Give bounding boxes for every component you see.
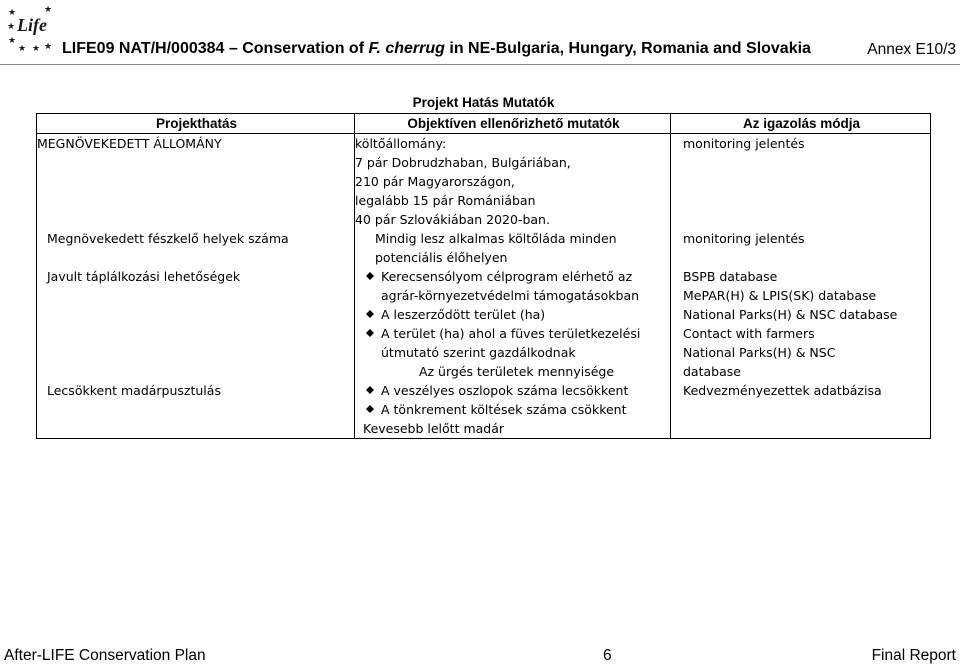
indicator-line: potenciális élőhelyen — [375, 250, 508, 265]
verification-cell — [671, 134, 931, 230]
document-header-title — [62, 40, 811, 58]
svg-text:★: ★ — [44, 5, 53, 15]
life-logo — [4, 2, 56, 52]
bullet-diamond-icon — [366, 386, 374, 394]
bullet-item — [363, 400, 670, 419]
column-header-impact: Projekthatás — [37, 114, 355, 134]
bullet-diamond-icon — [366, 329, 374, 337]
indicator-line: A leszerződött terület (ha) — [381, 307, 546, 322]
bullet-diamond-icon — [366, 272, 374, 280]
impact-cell — [37, 134, 355, 230]
indicator-line: agrár-környezetvédelmi támogatásokban — [381, 288, 640, 303]
annex-label: Annex E10/3 — [867, 41, 956, 58]
table-row — [37, 381, 931, 439]
verification-line: National Parks(H) & NSC — [683, 345, 836, 360]
indicator-line: útmutató szerint gazdálkodnak — [381, 345, 576, 360]
indicator-line: A terület (ha) ahol a füves területkezelési — [381, 326, 641, 341]
bullet-diamond-icon — [366, 310, 374, 318]
column-header-verification: Az igazolás módja — [671, 114, 931, 134]
column-header-indicators: Objektíven ellenőrizhető mutatók — [355, 114, 671, 134]
verification-line: Contact with farmers — [683, 326, 815, 341]
indicator-line: 40 pár Szlovákiában 2020-ban. — [355, 212, 550, 227]
impact-text: Megnövekedett fészkelő helyek száma — [47, 231, 289, 246]
header-title-suffix: in NE-Bulgaria, Hungary, Romania and Slovakia — [444, 40, 811, 57]
verification-line: monitoring jelentés — [683, 136, 805, 151]
indicator-line: legalább 15 pár Romániában — [355, 193, 536, 208]
verification-line: MePAR(H) & LPIS(SK) database — [683, 288, 877, 303]
table-row — [37, 134, 931, 230]
indicator-line: A tönkrement költések száma csökkent — [381, 402, 627, 417]
verification-cell — [671, 267, 931, 381]
header-title-prefix: LIFE09 NAT/H/000384 – Conservation of — [62, 40, 369, 57]
svg-text:★: ★ — [18, 44, 27, 52]
svg-text:★: ★ — [8, 36, 17, 46]
indicators-cell — [355, 267, 671, 381]
table-header-row — [37, 114, 931, 134]
table-row — [37, 267, 931, 381]
verification-line: National Parks(H) & NSC database — [683, 307, 898, 322]
indicator-line: Kevesebb lelőtt madár — [363, 421, 505, 436]
svg-text:★: ★ — [8, 8, 17, 18]
svg-text:★: ★ — [7, 22, 16, 32]
svg-text:★: ★ — [44, 42, 53, 52]
bullet-diamond-icon — [366, 405, 374, 413]
bullet-item — [363, 305, 670, 324]
verification-line: Kedvezményezettek adatbázisa — [683, 383, 882, 398]
indicator-line: 7 pár Dobrudzhaban, Bulgáriában, — [355, 155, 571, 170]
bullet-item — [363, 267, 670, 286]
indicator-line: Kerecsensólyom célprogram elérhető az — [381, 269, 633, 284]
impact-indicators-table — [36, 92, 931, 439]
page-number: 6 — [603, 647, 612, 664]
indicators-cell — [355, 134, 671, 230]
bullet-item — [363, 324, 670, 343]
indicator-line: Mindig lesz alkalmas költőláda minden — [375, 231, 617, 246]
indicators-cell — [355, 381, 671, 439]
verification-cell — [671, 229, 931, 267]
svg-text:★: ★ — [32, 44, 41, 52]
impact-cell — [37, 267, 355, 381]
indicator-line: Az ürgés területek mennyisége — [418, 364, 615, 379]
footer-left: After-LIFE Conservation Plan — [4, 647, 206, 664]
indicator-line: költőállomány: — [355, 136, 447, 151]
impact-cell — [37, 381, 355, 439]
bullet-item — [363, 381, 670, 400]
verification-line: database — [683, 364, 741, 379]
footer-right: Final Report — [871, 647, 956, 664]
indicator-line: A veszélyes oszlopok száma lecsökkent — [381, 383, 629, 398]
header-divider — [0, 64, 960, 65]
indicator-line: 210 pár Magyarországon, — [355, 174, 515, 189]
header-title-species: F. cherrug — [368, 40, 445, 57]
impact-text: MEGNÖVEKEDETT ÁLLOMÁNY — [37, 136, 222, 151]
impact-cell — [37, 229, 355, 267]
impact-text: Javult táplálkozási lehetőségek — [47, 269, 241, 284]
table-row — [37, 229, 931, 267]
table-caption: Projekt Hatás Mutatók — [412, 95, 555, 110]
indicators-cell — [355, 229, 671, 267]
verification-cell — [671, 381, 931, 439]
impact-text: Lecsökkent madárpusztulás — [47, 383, 221, 398]
verification-line: monitoring jelentés — [683, 231, 805, 246]
verification-line: BSPB database — [683, 269, 778, 284]
svg-text:Life: Life — [17, 15, 47, 35]
